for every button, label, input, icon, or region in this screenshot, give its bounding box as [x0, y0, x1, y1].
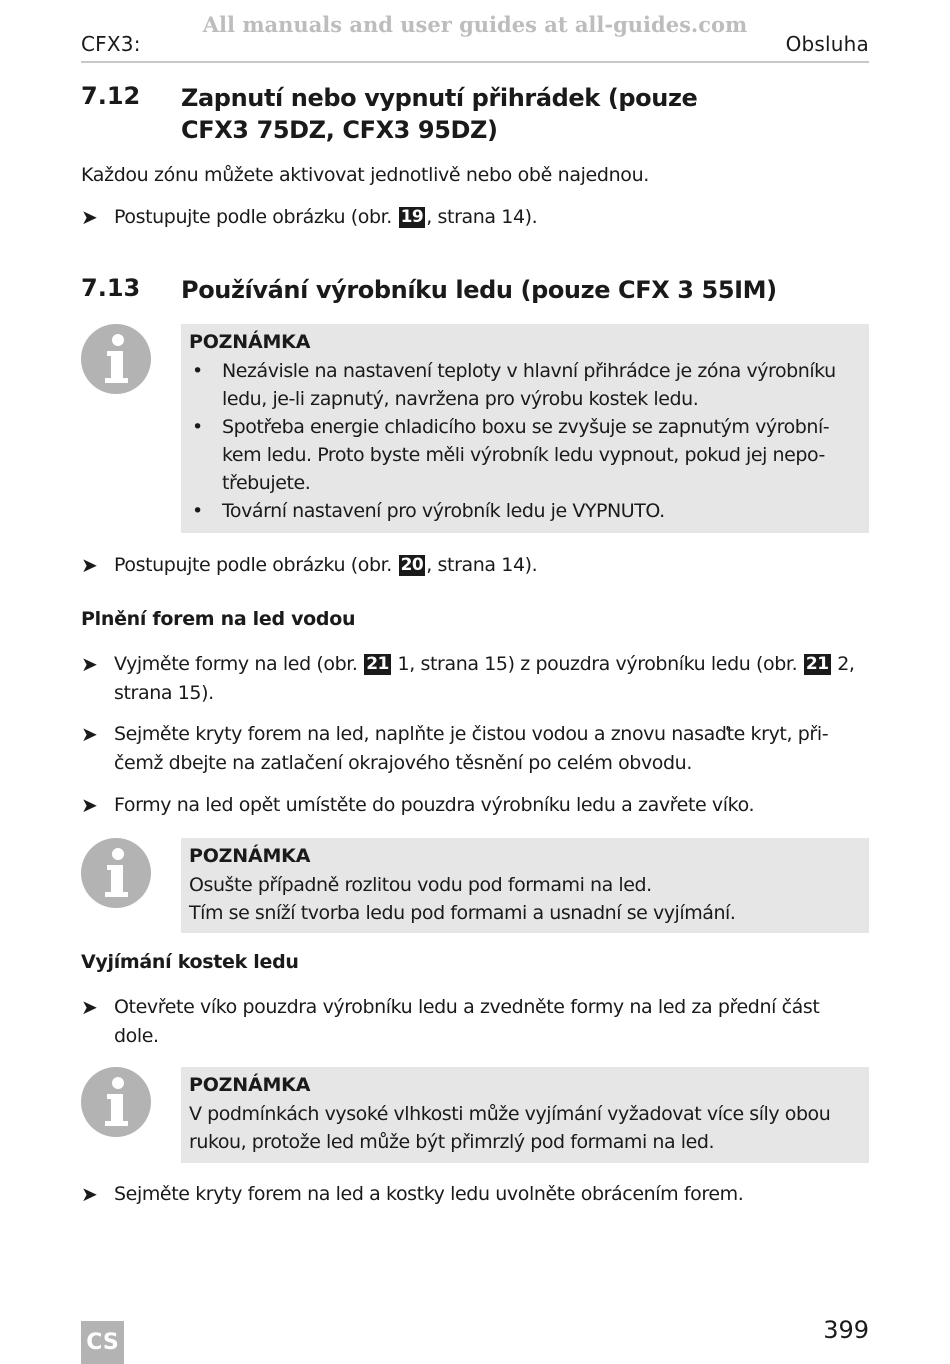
step-text: Vyjměte formy na led (obr.: [114, 653, 358, 675]
instruction-step: [81, 650, 876, 708]
arrow-icon: ➤: [81, 553, 98, 577]
note-bullet: • Nezávisle na nastavení teploty v hlavní přihrádce je zóna výrobníku ledu, je-li zapnutý, navržena pro výrobu kostek ledu.: [189, 357, 861, 413]
info-icon: [81, 1067, 151, 1137]
note-bullet: • Tovární nastavení pro výrobník ledu je VYPNUTO.: [189, 497, 861, 525]
language-badge: CS: [81, 1321, 124, 1364]
header-product: CFX3:: [81, 32, 141, 56]
section-number: 7.13: [81, 274, 141, 302]
note-bullet: • Spotřeba energie chladicího boxu se zvyšuje se zapnutým výrobní- kem ledu. Proto byste měli výrobník ledu vypnout, pokud jej nepo- třebujete.: [189, 413, 861, 497]
watermark: All manuals and user guides at all-guides.com: [202, 12, 748, 37]
note-line: kem ledu. Proto byste měli výrobník ledu vypnout, pokud jej nepo-: [222, 444, 825, 466]
step-text: 1, strana 15) z pouzdra výrobníku ledu (obr.: [397, 653, 798, 675]
arrow-icon: ➤: [81, 793, 98, 817]
section-title: Používání výrobníku ledu (pouze CFX 3 55IM): [181, 276, 777, 304]
instruction-step: [81, 203, 876, 232]
note-title: POZNÁMKA: [189, 845, 311, 867]
header-rule: [81, 61, 869, 63]
note-box: [181, 1067, 869, 1163]
subheading: Vyjímání kostek ledu: [81, 951, 299, 973]
note-line: Tovární nastavení pro výrobník ledu je VYPNUTO.: [222, 500, 665, 522]
instruction-step: [81, 993, 876, 1051]
note-line: Tím se sníží tvorba ledu pod formami a usnadní se vyjímání.: [189, 902, 736, 924]
note-box: [181, 838, 869, 933]
section-title: [181, 82, 697, 146]
note-line: Osušte případně rozlitou vodu pod formami na led.: [189, 874, 652, 896]
step-text: Sejměte kryty forem na led a kostky ledu uvolněte obrácením forem.: [114, 1183, 744, 1205]
step-text: 2,: [837, 653, 855, 675]
step-text: strana 15).: [114, 682, 214, 704]
note-box: [181, 324, 869, 533]
arrow-icon: ➤: [81, 652, 98, 676]
figure-reference: 21: [366, 654, 389, 674]
step-text: , strana 14).: [426, 206, 538, 228]
note-line: ledu, je-li zapnutý, navržena pro výrobu kostek ledu.: [222, 388, 699, 410]
note-list: [189, 357, 861, 525]
step-text: Postupujte podle obrázku (obr.: [114, 554, 392, 576]
step-text: Sejměte kryty forem na led, naplňte je čistou vodou a znovu nasaďte kryt, při-: [114, 723, 829, 745]
arrow-icon: ➤: [81, 995, 98, 1019]
figure-reference: 20: [400, 555, 424, 575]
arrow-icon: ➤: [81, 1182, 98, 1206]
section-title-line: Zapnutí nebo vypnutí přihrádek (pouze: [181, 84, 698, 112]
instruction-step: [81, 720, 876, 778]
note-line: Nezávisle na nastavení teploty v hlavní přihrádce je zóna výrobníku: [222, 360, 836, 382]
note-line: V podmínkách vysoké vlhkosti může vyjímání vyžadovat více síly obou: [189, 1103, 831, 1125]
page-number: 399: [823, 1316, 869, 1344]
header-chapter: Obsluha: [785, 32, 869, 56]
arrow-icon: ➤: [81, 205, 98, 229]
figure-reference: 21: [805, 654, 829, 674]
note-title: POZNÁMKA: [189, 331, 311, 353]
instruction-step: [81, 551, 876, 580]
note-title: POZNÁMKA: [189, 1074, 311, 1096]
figure-reference: 19: [400, 207, 424, 227]
step-text: , strana 14).: [426, 554, 538, 576]
step-text: čemž dbejte na zatlačení okrajového těsnění po celém obvodu.: [114, 752, 692, 774]
note-line: rukou, protože led může být přimrzlý pod formami na led.: [189, 1131, 715, 1153]
instruction-step: [81, 1180, 876, 1209]
arrow-icon: ➤: [81, 722, 98, 746]
subheading: Plnění forem na led vodou: [81, 608, 356, 630]
section-title-line: CFX3 75DZ, CFX3 95DZ): [181, 116, 498, 144]
info-icon: [81, 838, 151, 908]
step-text: Formy na led opět umístěte do pouzdra výrobníku ledu a zavřete víko.: [114, 794, 755, 816]
step-text: Postupujte podle obrázku (obr.: [114, 206, 392, 228]
section-number: 7.12: [81, 82, 141, 110]
step-text: dole.: [114, 1025, 159, 1047]
note-line: třebujete.: [222, 472, 311, 494]
note-line: Spotřeba energie chladicího boxu se zvyšuje se zapnutým výrobní-: [222, 416, 830, 438]
paragraph: Každou zónu můžete aktivovat jednotlivě nebo obě najednou.: [81, 164, 649, 186]
info-icon: [81, 324, 151, 394]
instruction-step: [81, 791, 876, 820]
step-text: Otevřete víko pouzdra výrobníku ledu a zvedněte formy na led za přední část: [114, 996, 820, 1018]
